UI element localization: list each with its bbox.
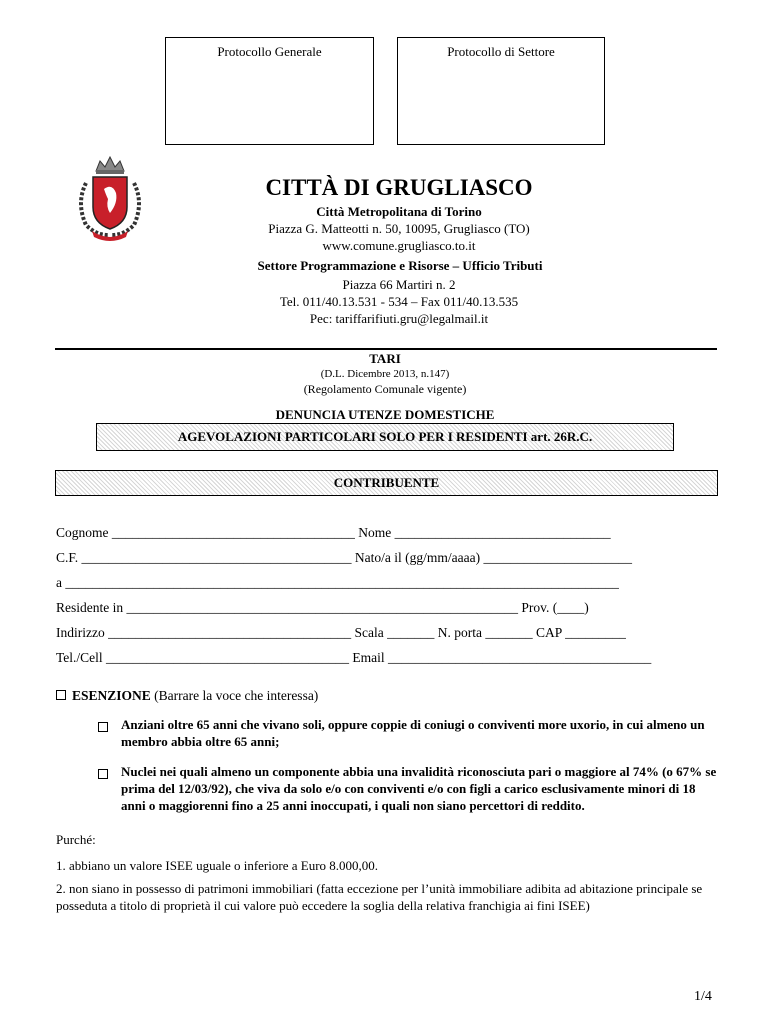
- checkbox-icon[interactable]: [56, 690, 66, 700]
- office-pec: Pec: tariffarifiuti.gru@legalmail.it: [309, 311, 489, 326]
- purche-label: Purché:: [56, 832, 96, 847]
- checkbox-icon[interactable]: [98, 722, 108, 732]
- subtitle-text: AGEVOLAZIONI PARTICOLARI SOLO PER I RESIDENTI art. 26R.C.: [177, 429, 593, 444]
- office-name: Settore Programmazione e Risorse – Ufficio Tributi: [257, 258, 543, 273]
- tari-title: TARI: [369, 351, 401, 366]
- tari-law: (D.L. Dicembre 2013, n.147): [320, 368, 450, 380]
- page-number: 1/4: [694, 989, 712, 1004]
- option1-checkbox[interactable]: [98, 719, 114, 737]
- protocollo-settore-label: Protocollo di Settore: [447, 44, 555, 59]
- checkbox-icon[interactable]: [98, 769, 108, 779]
- subtitle-box: [96, 423, 674, 451]
- protocollo-generale-box: [165, 37, 374, 145]
- office-address: Piazza 66 Martiri n. 2: [342, 277, 456, 292]
- header-divider: [55, 348, 717, 350]
- option2-text: Nuclei nei quali almeno un componente abbia una invalidità riconosciuta pari o maggiore al 74% (o 67% se prima del 12/03/92), che viva da solo e/o con conviventi e/o con figli a carico esclusivamente minori di 18 anni o maggiorenni fino a 25 anni inoccupati, i quali non siano percettori di reddito.: [121, 764, 717, 813]
- field-address[interactable]: Indirizzo ____________________________________ Scala _______ N. porta _______ CAP _________: [56, 625, 626, 640]
- esenzione-label: ESENZIONE: [72, 688, 151, 703]
- contribuente-title: CONTRIBUENTE: [333, 475, 440, 490]
- esenzione-note: (Barrare la voce che interessa): [154, 688, 319, 703]
- field-birthplace[interactable]: a __________________________________________________________________________________: [56, 575, 619, 590]
- field-phone-email[interactable]: Tel./Cell ____________________________________ Email _______________________________________: [56, 650, 652, 665]
- field-cf-birthdate[interactable]: C.F. ________________________________________ Nato/a il (gg/mm/aaaa) ______________________: [56, 550, 633, 565]
- protocollo-generale-label: Protocollo Generale: [217, 44, 322, 59]
- option2-checkbox[interactable]: [98, 766, 114, 784]
- metro-city: Città Metropolitana di Torino: [316, 204, 482, 219]
- office-phone: Tel. 011/40.13.531 - 534 – Fax 011/40.13.535: [279, 294, 519, 309]
- condition-2: 2. non siano in possesso di patrimoni immobiliari (fatta eccezione per l’unità immobiliare adibita ad abitazione principale se posseduta a titolo di proprietà il cui valore può eccedere la soglia della relativa franchigia ai fini ISEE): [56, 881, 703, 913]
- declaration-title: DENUNCIA UTENZE DOMESTICHE: [275, 407, 495, 422]
- field-cognome-nome[interactable]: Cognome ____________________________________ Nome ________________________________: [56, 525, 611, 540]
- city-address: Piazza G. Matteotti n. 50, 10095, Grugliasco (TO): [268, 221, 530, 236]
- condition-1: 1. abbiano un valore ISEE uguale o inferiore a Euro 8.000,00.: [56, 858, 379, 873]
- field-residence[interactable]: Residente in __________________________________________________________ Prov. (____): [56, 600, 589, 615]
- esenzione-header: [56, 688, 318, 704]
- coat-of-arms-icon: [72, 153, 148, 241]
- city-website[interactable]: www.comune.grugliasco.to.it: [322, 238, 476, 253]
- tari-regulation: (Regolamento Comunale vigente): [303, 382, 467, 396]
- contribuente-box: [55, 470, 718, 496]
- option1-text: Anziani oltre 65 anni che vivano soli, oppure coppie di coniugi o conviventi more uxorio, in cui almeno un membro abbia oltre 65 anni;: [121, 717, 705, 749]
- protocollo-settore-box: [397, 37, 605, 145]
- city-title: CITTÀ DI GRUGLIASCO: [265, 175, 533, 200]
